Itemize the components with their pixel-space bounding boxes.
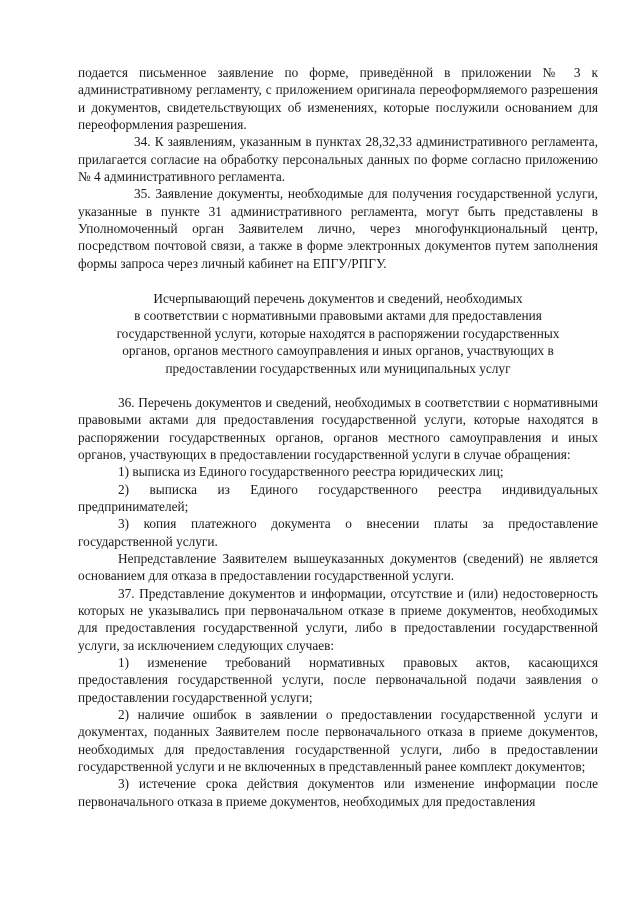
document-body [78,64,598,810]
list-item: 3) истечение срока действия документов или изменение информации после первоначального отказа в приеме документов, необходимых для предоставления [78,776,598,809]
heading-line: Исчерпывающий перечень документов и сведений, необходимых [153,291,523,307]
paragraph-continuation: подается письменное заявление по форме, приведённой в приложении № 3 к административному регламенту, с приложением оригинала переоформляемого разрешения и документов, свидетельствующих об изменениях, которые послужили основанием для переоформления разрешения. [78,65,598,133]
paragraph-34: 34. К заявлениям, указанным в пунктах 28,32,33 административного регламента, прилагается согласие на обработку персональных данных по форме согласно приложению № 4 административного регламента. [78,134,598,185]
paragraph-note: Непредставление Заявителем вышеуказанных документов (сведений) не является основанием для отказа в предоставлении государственной услуги. [78,550,598,584]
list-item: 1) изменение требований нормативных правовых актов, касающихся предоставления государственной услуги, после первоначальной подачи заявления о предоставлении государственной услуги; [78,655,598,705]
list-item: 3) копия платежного документа о внесении платы за предоставление государственной услуги. [78,516,598,549]
section-heading [78,290,598,377]
paragraph-37: 37. Представление документов и информации, отсутствие и (или) недостоверность которых не указывались при первоначальном отказе в приеме документов, необходимых для предоставления государственной услуги, либо в предоставлении государственной услуги, за исключением следующих случаев: [78,585,598,653]
list-item: 2) выписка из Единого государственного реестра индивидуальных предпринимателей; [78,481,598,514]
heading-line: государственной услуги, которые находятся в распоряжении государственных [116,325,560,341]
heading-line: предоставлении государственных или муниципальных услуг [165,360,511,376]
list-item: 1) выписка из Единого государственного реестра юридических лиц; [118,464,504,480]
heading-line: в соответствии с нормативными правовыми актами для предоставления [134,308,542,324]
paragraph-36: 36. Перечень документов и сведений, необходимых в соответствии с нормативными правовыми актами для предоставления государственной услуги, которые находятся в распоряжении государственных органов, органов местного самоуправления и иных органов, участвующих в предоставлении государственной услуги в случае обращения: [78,394,598,462]
heading-line: органов, органов местного самоуправления и иных органов, участвующих в [122,343,554,359]
paragraph-35: 35. Заявление документы, необходимые для получения государственной услуги, указанные в пункте 31 административного регламента, могут быть представлены в Уполномоченный орган Заявителем лично, через многофункциональный центр, посредством почтовой связи, а также в форме электронных документов путем заполнения формы запроса через личный кабинет на ЕПГУ/РПГУ. [78,186,598,271]
list-item: 2) наличие ошибок в заявлении о предоставлении государственной услуги и документах, поданных Заявителем после первоначального отказа в приеме документов, необходимых для предоставления государственной услуги, либо в предоставлении государственной услуги и не включенных в представленный ранее комплект документов; [78,707,598,775]
